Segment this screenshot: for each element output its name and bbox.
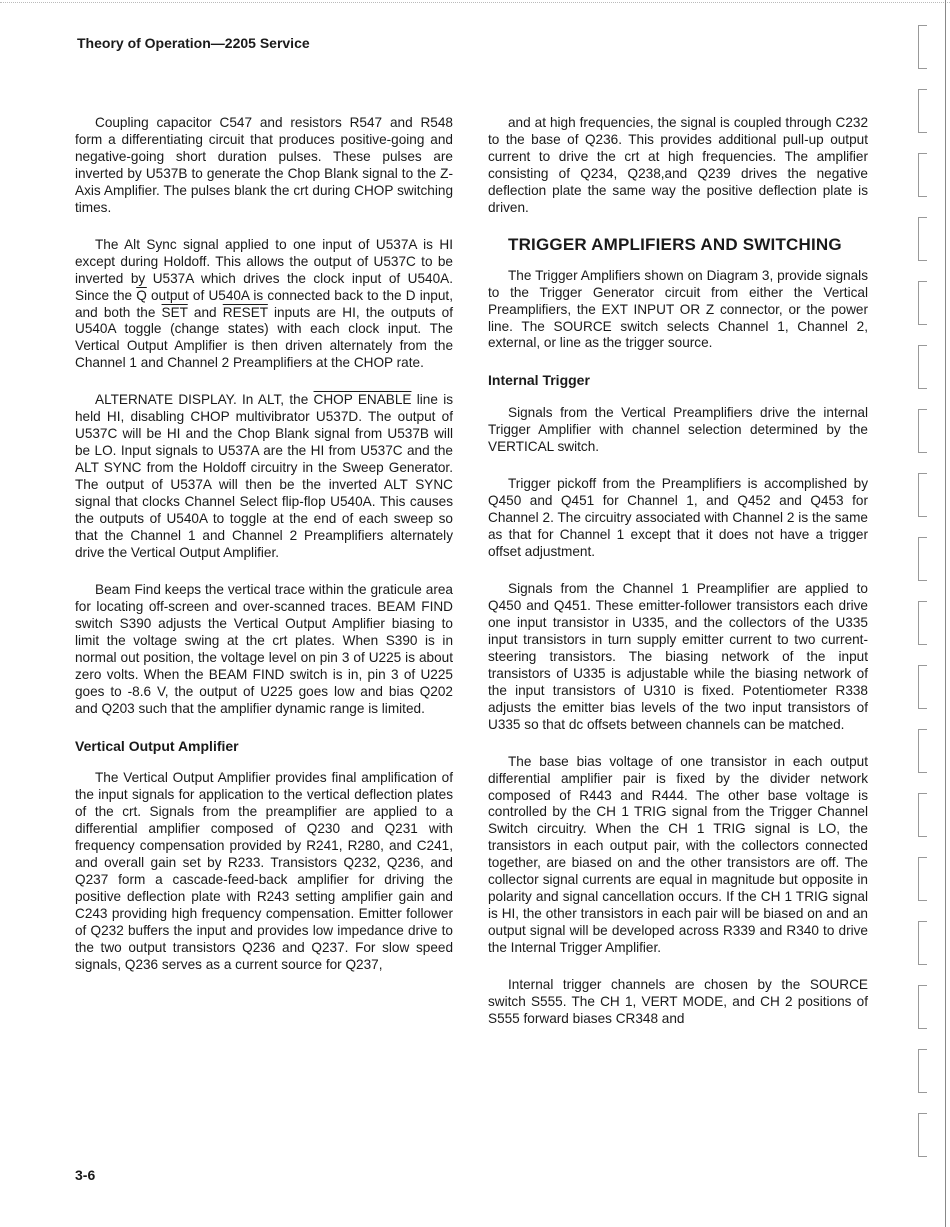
paragraph-chop-blank: Coupling capacitor C547 and resistors R547 and R548 form a differentiating circuit that produces positive-going and negative-going short duration pulses. These pulses are inverted by U537B to generate the Chop Blank signal to the Z-Axis Amplifier. The pulses blank the crt during CHOP switching times. xyxy=(75,115,453,215)
paragraph-vertical-output: The Vertical Output Amplifier provides final amplification of the input signals for application to the vertical deflection plates of the crt. Signals from the preamplifier are applied to a differential amplifier composed of Q230 and Q231 with frequency compensation provided by R241, R280, and C241, and overall gain set by R233. Transistors Q232, Q236, and Q237 form a cascade-feed-back amplifier for driving the positive deflection plate with R243 setting amplifier gain and C243 providing high frequency compensation. Emitter follower of Q232 buffers the input and provides low impedance drive to the two output transistors Q236 and Q237. For slow speed signals, Q236 serves as a current source for Q237, xyxy=(75,770,453,972)
heading-internal-trigger: Internal Trigger xyxy=(488,372,590,389)
page-number: 3-6 xyxy=(75,1167,96,1183)
right-column xyxy=(488,115,868,1048)
paragraph-trigger-amplifiers: The Trigger Amplifiers shown on Diagram 3, provide signals to the Trigger Generator circuit from either the Vertical Preamplifiers, the EXT INPUT OR Z connector, or the power line. The SOURCE switch selects Channel 1, Channel 2, external, or line as the trigger source. xyxy=(488,267,868,351)
scan-edge-rule xyxy=(945,0,946,1227)
set-bar: $\overline{SET}$ xyxy=(161,304,188,320)
paragraph-channel1-preamp: Signals from the Channel 1 Preamplifier are applied to Q450 and Q451. These emitter-follower transistors each drive one input transistor in U335, and the collectors of the U335 input transistors in turn supply emitter current to two current-steering transistors. The biasing network of the input transistors of U335 is adjustable while the biasing network of the input transistors of U310 is fixed. Potentiometer R338 adjusts the emitter bias levels of the two input transistors of U335 so that dc offsets between channels can be matched. xyxy=(488,581,868,732)
heading-vertical-output-amplifier: Vertical Output Amplifier xyxy=(75,737,239,754)
q-bar: $\overline{Q}$ xyxy=(136,287,147,303)
binding-edge-marks xyxy=(918,25,932,1195)
scan-edge-dots xyxy=(0,2,950,4)
chop-enable-bar: CHOP ENABLE xyxy=(313,392,412,408)
paragraph-alternate-display: ALTERNATE DISPLAY. In ALT, the CHOP ENABLE line is held HI, disabling CHOP multivibrator U537D. The output of U537C will be HI and the Chop Blank signal from U537B will be LO. Input signals to U537A are the HI from U537C and the ALT SYNC from the Holdoff circuitry in the Sweep Generator. The output of U537A will then be the inverted ALT SYNC signal that clocks Channel Select flip-flop U540A. This causes the outputs of U540A to toggle at the end of each sweep so that the Channel 1 and Channel 2 Preamplifiers alternately drive the Vertical Output Amplifier. xyxy=(75,392,454,560)
paragraph-base-bias: The base bias voltage of one transistor in each output differential amplifier pair is fixed by the divider network composed of R443 and R444. The other base voltage is controlled by the CH 1 TRIG signal from the Trigger Channel Switch circuitry. When the CH 1 TRIG signal is LO, the transistors in each output pair, with the collectors connected together, are biased on and the other transistors are off. The collector signal currents are equal in magnitude but opposite in polarity and signal cancellation occurs. If the CH 1 TRIG signal is HI, the other transistors in each pair will be biased on and an output signal will be developed across R339 and R340 to drive the Internal Trigger Amplifier. xyxy=(488,753,868,956)
paragraph-source-switch: Internal trigger channels are chosen by the SOURCE switch S555. The CH 1, VERT MODE, and CH 2 positions of S555 forward biases CR348 and xyxy=(488,977,868,1026)
reset-bar: RESET xyxy=(222,304,268,320)
paragraph-beam-find: Beam Find keeps the vertical trace within the graticule area for locating off-screen and over-scanned traces. BEAM FIND switch S390 adjusts the Vertical Output Amplifier biasing to limit the voltage swing at the crt plates. When S390 is in normal out position, the voltage level on pin 3 of U225 is about zero volts. When the BEAM FIND switch is in, pin 3 of U225 goes to -8.6 V, the output of U225 goes low and bias Q202 and Q203 such that the amplifier dynamic range is limited. xyxy=(75,581,453,716)
paragraph-alt-sync: The Alt Sync signal applied to one input of U537A is HI except during Holdoff. This allows the output of U537C to be inverted by U537A which drives the clock input of U540A. Since the $\overline{Q}$ output of U540A is connected back to the D input, and both the $\overline{SET}$ and RESET inputs are HI, the outputs of U540A toggle (change states) with each clock input. The Vertical Output Amplifier is then driven alternately from the Channel 1 and Channel 2 Preamplifiers at the CHOP rate. xyxy=(75,236,453,371)
paragraph-trigger-pickoff: Trigger pickoff from the Preamplifiers is accomplished by Q450 and Q451 for Channel 1, and Q452 and Q453 for Channel 2. The circuitry associated with Channel 2 is the same as that for Channel 1 except that it does not have a trigger offset adjustment. xyxy=(488,476,868,560)
heading-trigger-amplifiers: TRIGGER AMPLIFIERS AND SWITCHING xyxy=(508,234,842,254)
page-header: Theory of Operation—2205 Service xyxy=(77,35,310,51)
paragraph-high-frequencies: and at high frequencies, the signal is coupled through C232 to the base of Q236. This provides additional pull-up output current to drive the crt at high frequencies. The amplifier consisting of Q234, Q238,and Q239 drives the negative deflection plate the same way the positive deflection plate is driven. xyxy=(488,115,868,215)
left-column xyxy=(75,115,453,994)
paragraph-internal-trigger: Signals from the Vertical Preamplifiers drive the internal Trigger Amplifier with channel selection determined by the VERTICAL switch. xyxy=(488,405,868,455)
